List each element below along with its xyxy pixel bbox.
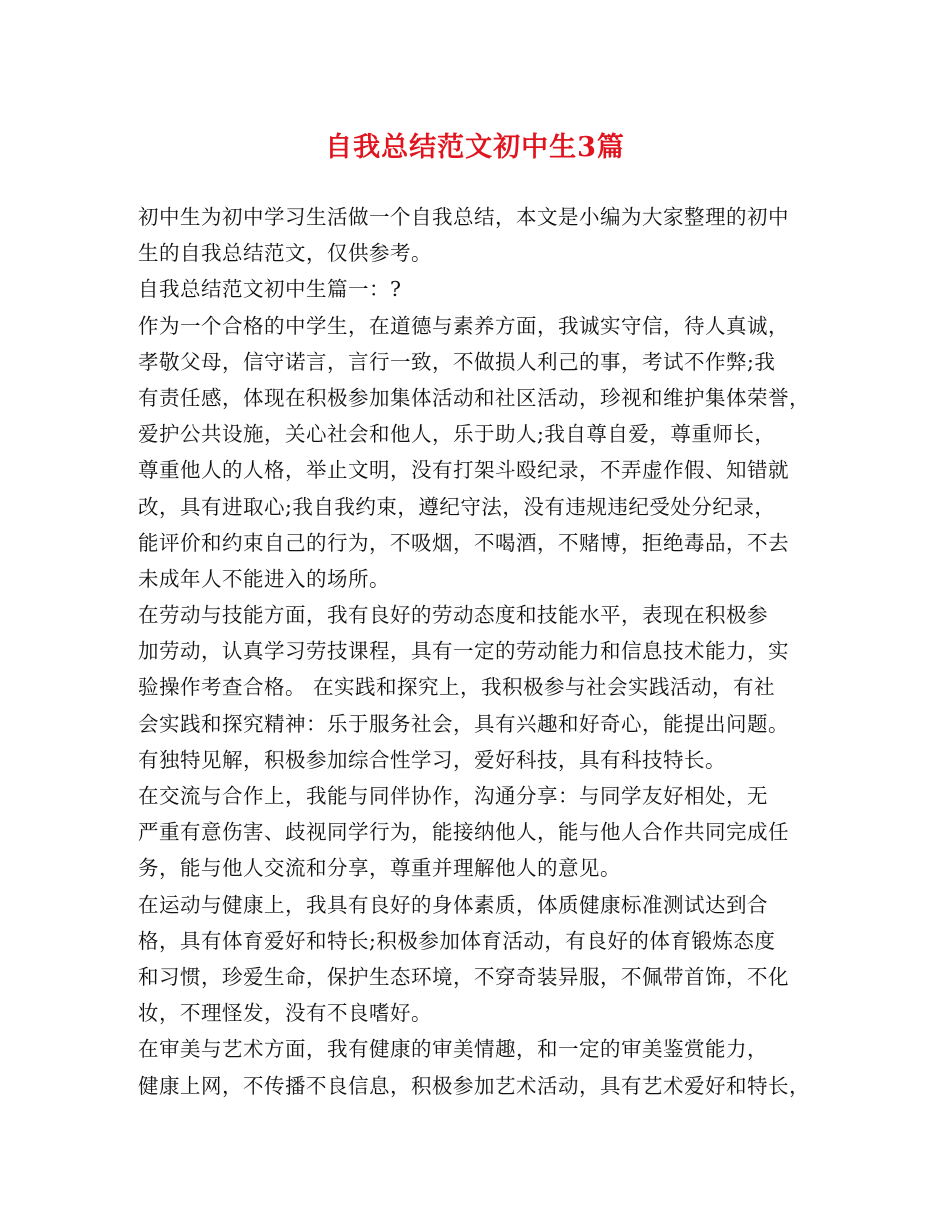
text-line: 尊重他人的人格，举止文明，没有打架斗殴纪录，不弄虚作假、知错就 — [138, 458, 789, 483]
text-line: 能评价和约束自己的行为，不吸烟，不喝酒，不赌博，拒绝毒品，不去 — [138, 530, 789, 555]
text-line: 在交流与合作上，我能与同伴协作，沟通分享：与同学友好相处，无 — [138, 784, 768, 808]
text-line: 未成年人不能进入的场所。 — [138, 566, 390, 591]
text-line: 格，具有体育爱好和特长;积极参加体育活动，有良好的体育锻炼态度 — [138, 928, 776, 953]
text-line: 健康上网，不传播不良信息，积极参加艺术活动，具有艺术爱好和特长， — [138, 1073, 810, 1098]
text-line: 加劳动，认真学习劳技课程，具有一定的劳动能力和信息技术能力，实 — [138, 639, 789, 664]
text-line: 验操作考查合格。 在实践和探究上，我积极参与社会实践活动，有社 — [138, 675, 776, 700]
text-line: 生的自我总结范文，仅供参考。 — [138, 241, 432, 266]
text-line: 改，具有进取心;我自我约束，遵纪守法，没有违规违纪受处分纪录， — [138, 494, 776, 519]
text-line: 爱护公共设施，关心社会和他人，乐于助人;我自尊自爱，尊重师长， — [138, 422, 776, 447]
text-line: 会实践和探究精神：乐于服务社会，具有兴趣和好奇心，能提出问题。 — [138, 711, 789, 736]
text-line: 初中生为初中学习生活做一个自我总结，本文是小编为大家整理的初中 — [138, 205, 789, 229]
text-line: 在审美与艺术方面，我有健康的审美情趣，和一定的审美鉴赏能力， — [138, 1037, 768, 1062]
text-line: 孝敬父母，信守诺言，言行一致，不做损人利己的事，考试不作弊;我 — [138, 349, 776, 374]
text-line: 严重有意伤害、歧视同学行为，能接纳他人，能与他人合作共同完成任 — [138, 820, 789, 845]
text-line: 妆，不理怪发，没有不良嗜好。 — [138, 1001, 432, 1026]
document-body — [138, 199, 828, 1104]
section-heading: 自我总结范文初中生篇一：? — [138, 277, 402, 302]
page-title: 自我总结范文初中生3篇 — [325, 132, 625, 163]
text-line: 作为一个合格的中学生，在道德与素养方面，我诚实守信，待人真诚， — [138, 313, 789, 338]
text-line: 在运动与健康上，我具有良好的身体素质，体质健康标准测试达到合 — [138, 892, 768, 917]
text-line: 有独特见解，积极参加综合性学习，爱好科技，具有科技特长。 — [138, 747, 726, 772]
text-line: 和习惯，珍爱生命，保护生态环境，不穿奇装异服，不佩带首饰，不化 — [138, 964, 789, 989]
text-line: 在劳动与技能方面，我有良好的劳动态度和技能水平，表现在积极参 — [138, 603, 768, 628]
text-line: 务，能与他人交流和分享，尊重并理解他人的意见。 — [138, 856, 621, 881]
text-line: 有责任感，体现在积极参加集体活动和社区活动，珍视和维护集体荣誉， — [138, 385, 810, 410]
